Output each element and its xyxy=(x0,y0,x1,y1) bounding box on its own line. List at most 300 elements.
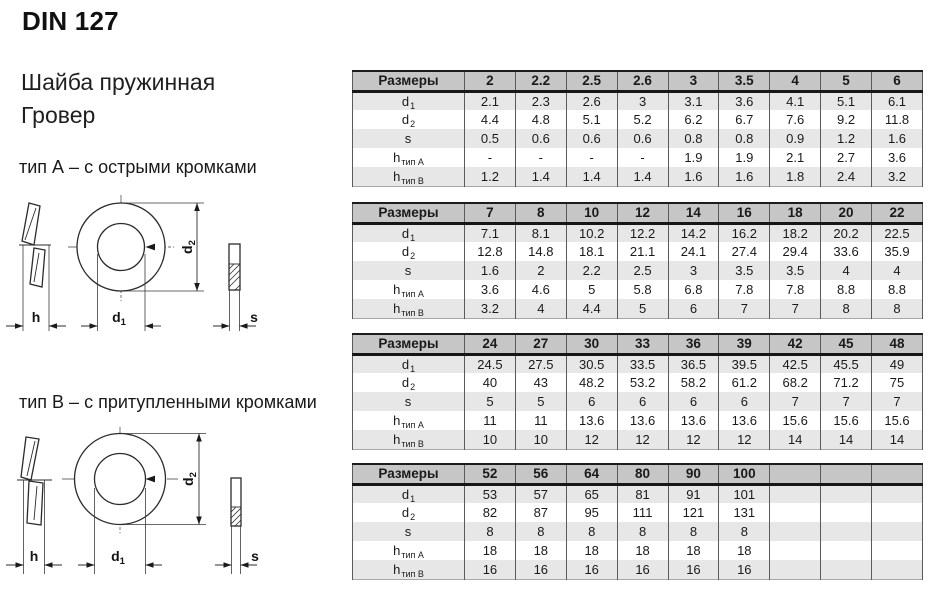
value-cell: 8.1 xyxy=(515,223,566,242)
value-cell: 0.5 xyxy=(465,129,516,148)
dimension-table-3 xyxy=(352,333,923,450)
value-cell: 0.6 xyxy=(617,129,668,148)
value-cell xyxy=(770,541,821,560)
value-cell: 57 xyxy=(515,484,566,503)
size-header-cell: 39 xyxy=(719,334,770,354)
table-row xyxy=(353,484,923,503)
value-cell: 2.6 xyxy=(566,91,617,110)
row-label-base: d xyxy=(401,375,410,390)
subtitle xyxy=(21,66,215,132)
value-cell: 36.5 xyxy=(668,354,719,373)
value-cell: 13.6 xyxy=(719,411,770,430)
table-row xyxy=(353,261,923,280)
value-cell: 6 xyxy=(668,392,719,411)
table-header-row xyxy=(353,334,923,354)
corner-header-cell: Размеры xyxy=(353,203,465,223)
value-cell: 16 xyxy=(617,560,668,579)
value-cell: 2.1 xyxy=(770,148,821,167)
value-cell: 27.5 xyxy=(515,354,566,373)
table-row xyxy=(353,541,923,560)
row-label-base: h xyxy=(393,300,401,316)
value-cell: 1.9 xyxy=(719,148,770,167)
size-header-cell xyxy=(770,464,821,484)
table-row xyxy=(353,560,923,579)
size-header-cell: 22 xyxy=(872,203,923,223)
value-cell: 24.1 xyxy=(668,242,719,261)
value-cell: 5.8 xyxy=(617,280,668,299)
size-header-cell: 45 xyxy=(821,334,872,354)
value-cell: 18 xyxy=(515,541,566,560)
value-cell: 3.2 xyxy=(872,167,923,186)
value-cell: 30.5 xyxy=(566,354,617,373)
row-label-subscript: тип А xyxy=(401,289,424,299)
size-header-cell: 2.6 xyxy=(617,71,668,91)
value-cell: 15.6 xyxy=(872,411,923,430)
value-cell: 1.6 xyxy=(719,167,770,186)
value-cell: 12 xyxy=(566,430,617,449)
dim-label-h-a: h xyxy=(31,309,41,325)
table-row xyxy=(353,167,923,186)
value-cell: 0.6 xyxy=(515,129,566,148)
value-cell: 5 xyxy=(617,299,668,318)
value-cell: 14 xyxy=(821,430,872,449)
value-cell: 53.2 xyxy=(617,373,668,392)
value-cell: 61.2 xyxy=(719,373,770,392)
row-label-cell xyxy=(353,411,465,430)
value-cell: 2.7 xyxy=(821,148,872,167)
value-cell: 71.2 xyxy=(821,373,872,392)
value-cell: 20.2 xyxy=(821,223,872,242)
type-a-section-view xyxy=(213,244,258,331)
value-cell: 33.5 xyxy=(617,354,668,373)
value-cell: 5.1 xyxy=(566,110,617,129)
value-cell: 82 xyxy=(465,503,516,522)
value-cell: 95 xyxy=(566,503,617,522)
row-label-subscript: 2 xyxy=(410,119,416,129)
row-label-subscript: тип А xyxy=(401,420,424,430)
value-cell: 12 xyxy=(668,430,719,449)
value-cell: 4 xyxy=(872,261,923,280)
row-label-cell xyxy=(353,91,465,110)
value-cell: 6.1 xyxy=(872,91,923,110)
value-cell: 1.6 xyxy=(465,261,516,280)
value-cell: 0.9 xyxy=(770,129,821,148)
value-cell: 13.6 xyxy=(668,411,719,430)
row-label-cell xyxy=(353,560,465,579)
value-cell: 18 xyxy=(566,541,617,560)
value-cell: 3.6 xyxy=(719,91,770,110)
row-label-subscript: 1 xyxy=(410,232,416,242)
value-cell: 8.8 xyxy=(872,280,923,299)
value-cell: 8 xyxy=(719,522,770,541)
value-cell: 75 xyxy=(872,373,923,392)
value-cell: 12 xyxy=(719,430,770,449)
value-cell xyxy=(770,522,821,541)
size-header-cell: 2 xyxy=(465,71,516,91)
table-row xyxy=(353,299,923,318)
value-cell: 16 xyxy=(515,560,566,579)
value-cell: 4 xyxy=(515,299,566,318)
value-cell: 7.6 xyxy=(770,110,821,129)
value-cell: 16 xyxy=(719,560,770,579)
row-label-subscript: тип А xyxy=(401,157,424,167)
value-cell xyxy=(821,503,872,522)
value-cell xyxy=(872,503,923,522)
size-header-cell: 14 xyxy=(668,203,719,223)
value-cell: 4.4 xyxy=(465,110,516,129)
value-cell: 8 xyxy=(821,299,872,318)
corner-header-cell: Размеры xyxy=(353,464,465,484)
value-cell: 8.8 xyxy=(821,280,872,299)
size-header-cell: 90 xyxy=(668,464,719,484)
value-cell: - xyxy=(515,148,566,167)
size-header-cell xyxy=(872,464,923,484)
table-header-row xyxy=(353,464,923,484)
value-cell: - xyxy=(617,148,668,167)
type-b-label: тип В – с притупленными кромками xyxy=(19,392,317,412)
size-header-cell: 24 xyxy=(465,334,516,354)
row-label-base: d xyxy=(401,356,410,372)
value-cell: 6.2 xyxy=(668,110,719,129)
size-header-cell xyxy=(821,464,872,484)
dimension-table-4 xyxy=(352,463,923,580)
row-label-base: s xyxy=(404,263,412,278)
value-cell: 6 xyxy=(617,392,668,411)
value-cell: 2 xyxy=(515,261,566,280)
size-header-cell: 52 xyxy=(465,464,516,484)
value-cell: 5 xyxy=(515,392,566,411)
table-row xyxy=(353,91,923,110)
value-cell: - xyxy=(566,148,617,167)
table-row xyxy=(353,110,923,129)
value-cell: 101 xyxy=(719,484,770,503)
value-cell: 11.8 xyxy=(872,110,923,129)
size-header-cell: 2.2 xyxy=(515,71,566,91)
row-label-cell xyxy=(353,129,465,148)
value-cell: 1.2 xyxy=(821,129,872,148)
value-cell: 11 xyxy=(465,411,516,430)
value-cell: 14 xyxy=(872,430,923,449)
value-cell: 7 xyxy=(872,392,923,411)
type-b-front-view xyxy=(62,427,206,574)
row-label-base: h xyxy=(393,282,401,297)
value-cell: 16 xyxy=(668,560,719,579)
row-label-cell xyxy=(353,261,465,280)
value-cell xyxy=(770,484,821,503)
value-cell: 2.3 xyxy=(515,91,566,110)
size-header-cell: 30 xyxy=(566,334,617,354)
value-cell: 2.1 xyxy=(465,91,516,110)
value-cell: 3.6 xyxy=(465,280,516,299)
value-cell: 42.5 xyxy=(770,354,821,373)
row-label-base: d xyxy=(401,93,410,109)
value-cell: 5.1 xyxy=(821,91,872,110)
value-cell: 5 xyxy=(465,392,516,411)
value-cell: 7.8 xyxy=(719,280,770,299)
table-row xyxy=(353,373,923,392)
table-row xyxy=(353,129,923,148)
value-cell: 1.9 xyxy=(668,148,719,167)
value-cell: 7 xyxy=(719,299,770,318)
row-label-base: h xyxy=(393,150,401,165)
value-cell: 53 xyxy=(465,484,516,503)
row-label-cell xyxy=(353,110,465,129)
value-cell: 1.2 xyxy=(465,167,516,186)
row-label-base: h xyxy=(393,561,401,577)
value-cell: 11 xyxy=(515,411,566,430)
type-b-section-view xyxy=(215,478,259,574)
value-cell: 10 xyxy=(465,430,516,449)
size-header-cell: 3.5 xyxy=(719,71,770,91)
value-cell xyxy=(872,541,923,560)
table-row xyxy=(353,223,923,242)
row-label-subscript: 1 xyxy=(410,100,416,110)
value-cell: 5.2 xyxy=(617,110,668,129)
value-cell: 16 xyxy=(465,560,516,579)
table-header-row xyxy=(353,203,923,223)
value-cell: 1.6 xyxy=(668,167,719,186)
value-cell: 0.8 xyxy=(719,129,770,148)
value-cell: 49 xyxy=(872,354,923,373)
size-header-cell: 48 xyxy=(872,334,923,354)
subtitle-line1: Шайба пружинная xyxy=(21,69,216,95)
row-label-cell xyxy=(353,541,465,560)
value-cell xyxy=(872,522,923,541)
value-cell: 7 xyxy=(770,299,821,318)
value-cell: 6.8 xyxy=(668,280,719,299)
dim-label-d2-b: $d_2$ xyxy=(180,472,199,486)
size-header-cell: 42 xyxy=(770,334,821,354)
value-cell: 8 xyxy=(668,522,719,541)
value-cell: 12 xyxy=(617,430,668,449)
value-cell: 3.1 xyxy=(668,91,719,110)
table-header-row xyxy=(353,71,923,91)
value-cell: 0.8 xyxy=(668,129,719,148)
value-cell: 16.2 xyxy=(719,223,770,242)
value-cell: 4.4 xyxy=(566,299,617,318)
size-header-cell: 8 xyxy=(515,203,566,223)
size-header-cell: 64 xyxy=(566,464,617,484)
row-label-subscript: тип В xyxy=(401,438,424,449)
size-header-cell: 5 xyxy=(821,71,872,91)
dim-label-h-b: h xyxy=(29,548,39,564)
value-cell: 58.2 xyxy=(668,373,719,392)
value-cell: 81 xyxy=(617,484,668,503)
value-cell: 10 xyxy=(515,430,566,449)
value-cell: 1.4 xyxy=(566,167,617,186)
dimension-table-2 xyxy=(352,202,923,319)
row-label-subscript: тип В xyxy=(401,175,424,186)
row-label-base: h xyxy=(393,413,401,428)
corner-header-cell: Размеры xyxy=(353,334,465,354)
value-cell: 4.6 xyxy=(515,280,566,299)
row-label-cell xyxy=(353,522,465,541)
value-cell: 40 xyxy=(465,373,516,392)
row-label-cell xyxy=(353,373,465,392)
dim-label-s-a: s xyxy=(250,309,258,325)
value-cell: 1.4 xyxy=(617,167,668,186)
type-b-drawing xyxy=(2,426,282,588)
value-cell: 8 xyxy=(515,522,566,541)
value-cell: 1.8 xyxy=(770,167,821,186)
type-a-side-view xyxy=(6,203,66,331)
value-cell: 13.6 xyxy=(617,411,668,430)
row-label-base: h xyxy=(393,543,401,558)
table-row xyxy=(353,280,923,299)
dim-label-d1-a: $d_1$ xyxy=(112,309,126,328)
row-label-base: d xyxy=(401,112,410,127)
dim-label-s-b: s xyxy=(251,548,259,564)
type-b-side-view xyxy=(6,437,62,574)
size-header-cell: 4 xyxy=(770,71,821,91)
value-cell: 65 xyxy=(566,484,617,503)
corner-header-cell: Размеры xyxy=(353,71,465,91)
size-header-cell: 16 xyxy=(719,203,770,223)
value-cell: 4 xyxy=(821,261,872,280)
value-cell: 8 xyxy=(872,299,923,318)
table-row xyxy=(353,503,923,522)
value-cell: 111 xyxy=(617,503,668,522)
row-label-base: s xyxy=(404,394,412,409)
row-label-cell xyxy=(353,242,465,261)
row-label-base: d xyxy=(401,505,410,520)
value-cell: 12.2 xyxy=(617,223,668,242)
value-cell: 14.8 xyxy=(515,242,566,261)
value-cell: 18 xyxy=(465,541,516,560)
value-cell: 121 xyxy=(668,503,719,522)
row-label-cell xyxy=(353,299,465,318)
value-cell: 8 xyxy=(465,522,516,541)
row-label-subscript: 1 xyxy=(410,493,416,503)
page-title: DIN 127 xyxy=(22,6,119,36)
value-cell: 3.2 xyxy=(465,299,516,318)
value-cell: 12.8 xyxy=(465,242,516,261)
value-cell: 7 xyxy=(821,392,872,411)
size-header-cell: 36 xyxy=(668,334,719,354)
row-label-subscript: 1 xyxy=(410,363,416,373)
value-cell: 35.9 xyxy=(872,242,923,261)
table-row xyxy=(353,148,923,167)
row-label-subscript: тип В xyxy=(401,307,424,318)
size-header-cell: 18 xyxy=(770,203,821,223)
value-cell: 2.2 xyxy=(566,261,617,280)
size-header-cell: 6 xyxy=(872,71,923,91)
value-cell: 87 xyxy=(515,503,566,522)
value-cell: 29.4 xyxy=(770,242,821,261)
value-cell: 39.5 xyxy=(719,354,770,373)
value-cell xyxy=(821,484,872,503)
row-label-base: d xyxy=(401,225,410,241)
value-cell: 0.6 xyxy=(566,129,617,148)
value-cell: 131 xyxy=(719,503,770,522)
value-cell: 22.5 xyxy=(872,223,923,242)
value-cell: 1.6 xyxy=(872,129,923,148)
row-label-subscript: 2 xyxy=(410,512,416,522)
value-cell: 3 xyxy=(668,261,719,280)
value-cell: 18 xyxy=(719,541,770,560)
value-cell: 43 xyxy=(515,373,566,392)
value-cell xyxy=(872,560,923,579)
value-cell: 27.4 xyxy=(719,242,770,261)
value-cell xyxy=(770,560,821,579)
value-cell: - xyxy=(465,148,516,167)
size-header-cell: 80 xyxy=(617,464,668,484)
value-cell xyxy=(872,484,923,503)
table-row xyxy=(353,411,923,430)
row-label-cell xyxy=(353,503,465,522)
row-label-subscript: 2 xyxy=(410,251,416,261)
value-cell xyxy=(821,560,872,579)
row-label-cell xyxy=(353,223,465,242)
value-cell: 18 xyxy=(668,541,719,560)
value-cell: 91 xyxy=(668,484,719,503)
value-cell: 3.6 xyxy=(872,148,923,167)
value-cell: 7.8 xyxy=(770,280,821,299)
size-header-cell: 20 xyxy=(821,203,872,223)
value-cell: 18.2 xyxy=(770,223,821,242)
value-cell xyxy=(821,541,872,560)
value-cell: 6.7 xyxy=(719,110,770,129)
value-cell: 6 xyxy=(668,299,719,318)
row-label-cell xyxy=(353,430,465,449)
value-cell: 8 xyxy=(617,522,668,541)
value-cell: 14.2 xyxy=(668,223,719,242)
value-cell: 2.4 xyxy=(821,167,872,186)
size-header-cell: 56 xyxy=(515,464,566,484)
type-a-label: тип А – с острыми кромками xyxy=(19,157,257,177)
dim-label-d1-b: $d_1$ xyxy=(111,548,125,567)
value-cell: 3.5 xyxy=(719,261,770,280)
row-label-cell xyxy=(353,354,465,373)
table-row xyxy=(353,354,923,373)
dimension-table-1 xyxy=(352,70,923,187)
value-cell: 6 xyxy=(719,392,770,411)
value-cell: 13.6 xyxy=(566,411,617,430)
value-cell: 10.2 xyxy=(566,223,617,242)
row-label-cell xyxy=(353,392,465,411)
row-label-subscript: тип В xyxy=(401,568,424,579)
size-header-cell: 12 xyxy=(617,203,668,223)
value-cell: 4.1 xyxy=(770,91,821,110)
value-cell: 24.5 xyxy=(465,354,516,373)
table-row xyxy=(353,430,923,449)
value-cell: 6 xyxy=(566,392,617,411)
row-label-cell xyxy=(353,167,465,186)
row-label-base: d xyxy=(401,486,410,502)
size-header-cell: 33 xyxy=(617,334,668,354)
size-header-cell: 3 xyxy=(668,71,719,91)
subtitle-line2: Гровер xyxy=(21,102,96,128)
value-cell: 68.2 xyxy=(770,373,821,392)
type-a-drawing xyxy=(2,192,282,342)
value-cell: 1.4 xyxy=(515,167,566,186)
value-cell: 14 xyxy=(770,430,821,449)
row-label-base: d xyxy=(401,244,410,259)
row-label-subscript: 2 xyxy=(410,382,416,392)
size-header-cell: 100 xyxy=(719,464,770,484)
value-cell: 3.5 xyxy=(770,261,821,280)
dim-label-d2-a: $d_2$ xyxy=(179,240,198,254)
size-header-cell: 7 xyxy=(465,203,516,223)
value-cell: 48.2 xyxy=(566,373,617,392)
type-a-front-view xyxy=(68,195,204,331)
value-cell: 9.2 xyxy=(821,110,872,129)
row-label-base: h xyxy=(393,168,401,184)
row-label-cell xyxy=(353,280,465,299)
size-header-cell: 2.5 xyxy=(566,71,617,91)
value-cell xyxy=(770,503,821,522)
value-cell: 15.6 xyxy=(770,411,821,430)
